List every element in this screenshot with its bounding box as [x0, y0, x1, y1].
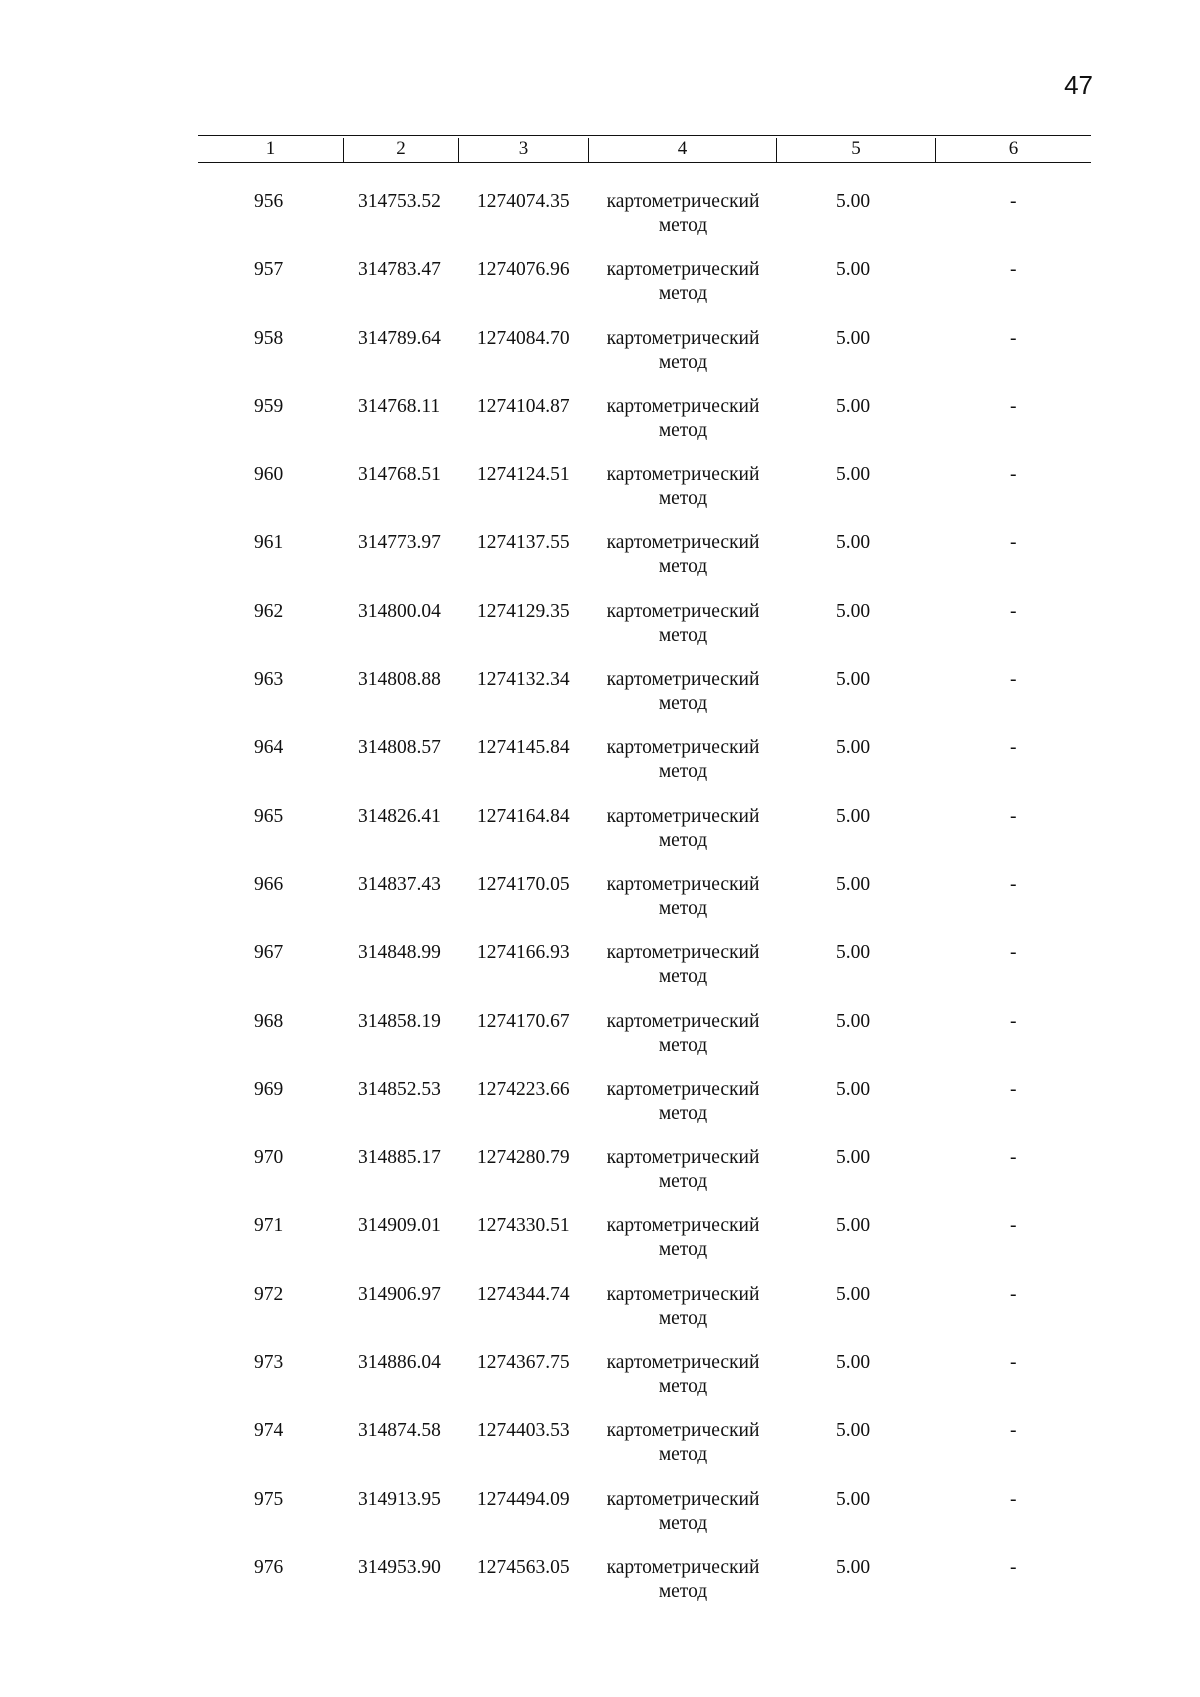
table-row [0, 463, 1200, 531]
error-value: 5.00 [836, 395, 871, 417]
method-cell [598, 1078, 768, 1126]
coordinate-x: 314886.04 [358, 1352, 441, 1374]
point-number: 966 [254, 873, 284, 895]
method-cell [598, 395, 768, 443]
coordinate-x: 314808.88 [358, 669, 441, 691]
coordinate-y: 1274280.79 [477, 1147, 570, 1169]
coordinate-y: 1274170.67 [477, 1010, 570, 1032]
point-number: 969 [254, 1078, 284, 1100]
note-dash: - [1010, 1556, 1017, 1578]
method-line-1: картометрический [606, 942, 760, 964]
coordinate-y: 1274104.87 [477, 395, 570, 417]
point-number: 972 [254, 1283, 284, 1305]
method-line-1: картометрический [606, 600, 760, 622]
coordinate-x: 314773.97 [358, 532, 441, 554]
note-dash: - [1010, 1352, 1017, 1374]
coordinate-x: 314874.58 [358, 1420, 441, 1442]
method-cell [598, 1351, 768, 1399]
error-value: 5.00 [836, 1078, 871, 1100]
method-line-2: метод [658, 1376, 708, 1398]
header-cell-6: 6 [1008, 138, 1019, 159]
method-line-1: картометрический [606, 1010, 760, 1032]
header-cell-1: 1 [198, 138, 344, 162]
coordinate-x: 314885.17 [358, 1147, 441, 1169]
method-line-1: картометрический [606, 259, 760, 281]
table-row [0, 1078, 1200, 1146]
header-cell-3: 3 [459, 138, 589, 162]
method-line-2: метод [658, 283, 708, 305]
table-row [0, 1351, 1200, 1419]
note-dash: - [1010, 1147, 1017, 1169]
point-number: 973 [254, 1352, 284, 1374]
table-row [0, 395, 1200, 463]
coordinate-y: 1274223.66 [477, 1078, 570, 1100]
error-value: 5.00 [836, 737, 871, 759]
note-dash: - [1010, 1420, 1017, 1442]
error-value: 5.00 [836, 1147, 871, 1169]
note-dash: - [1010, 1010, 1017, 1032]
method-line-1: картометрический [606, 395, 760, 417]
coordinate-y: 1274166.93 [477, 942, 570, 964]
method-cell [598, 873, 768, 921]
coordinate-y: 1274145.84 [477, 737, 570, 759]
coordinate-x: 314768.51 [358, 464, 441, 486]
method-cell [598, 1214, 768, 1262]
coordinate-x: 314768.11 [358, 395, 441, 417]
error-value: 5.00 [836, 1556, 871, 1578]
coordinate-y: 1274076.96 [477, 259, 570, 281]
method-line-2: метод [658, 215, 708, 236]
method-cell [598, 736, 768, 784]
method-cell [598, 1283, 768, 1331]
coordinate-x: 314808.57 [358, 737, 441, 759]
method-line-1: картометрический [606, 1078, 760, 1100]
error-value: 5.00 [836, 942, 871, 964]
method-cell [598, 941, 768, 989]
point-number: 974 [254, 1420, 284, 1442]
method-line-2: метод [658, 1102, 708, 1124]
note-dash: - [1010, 737, 1017, 759]
table-row [0, 1010, 1200, 1078]
note-dash: - [1010, 942, 1017, 964]
coordinate-x: 314909.01 [358, 1215, 441, 1237]
coordinate-x: 314953.90 [358, 1556, 441, 1578]
method-cell [598, 531, 768, 579]
point-number: 970 [254, 1147, 284, 1169]
coordinate-y: 1274344.74 [477, 1283, 570, 1305]
table-row [0, 600, 1200, 668]
method-line-2: метод [658, 556, 708, 578]
coordinate-x: 314800.04 [358, 600, 441, 622]
method-line-1: картометрический [606, 1147, 760, 1169]
point-number: 967 [254, 942, 284, 964]
error-value: 5.00 [836, 1283, 871, 1305]
coordinate-x: 314753.52 [358, 191, 441, 212]
error-value: 5.00 [836, 600, 871, 622]
coordinate-y: 1274164.84 [477, 805, 570, 827]
point-number: 962 [254, 600, 284, 622]
note-dash: - [1010, 1078, 1017, 1100]
coordinate-y: 1274084.70 [477, 327, 570, 349]
method-cell [598, 327, 768, 375]
method-cell [598, 1419, 768, 1467]
coordinate-y: 1274403.53 [477, 1420, 570, 1442]
table-row [0, 1488, 1200, 1556]
coordinate-x: 314852.53 [358, 1078, 441, 1100]
note-dash: - [1010, 1488, 1017, 1510]
error-value: 5.00 [836, 532, 871, 554]
method-cell [598, 805, 768, 853]
method-cell [598, 1010, 768, 1058]
page-number: 47 [1064, 70, 1093, 100]
method-line-1: картометрический [606, 1215, 760, 1237]
table-row [0, 873, 1200, 941]
method-line-1: картометрический [606, 805, 760, 827]
method-line-2: метод [658, 1307, 708, 1329]
method-cell [598, 1146, 768, 1194]
table-row [0, 941, 1200, 1009]
point-number: 956 [254, 191, 284, 212]
table-row [0, 531, 1200, 599]
error-value: 5.00 [836, 191, 871, 212]
method-cell [598, 1556, 768, 1604]
table-row [0, 327, 1200, 395]
note-dash: - [1010, 1283, 1017, 1305]
note-dash: - [1010, 805, 1017, 827]
coordinate-x: 314837.43 [358, 873, 441, 895]
method-line-1: картометрический [606, 1420, 760, 1442]
note-dash: - [1010, 1215, 1017, 1237]
method-line-2: метод [658, 1580, 708, 1602]
method-line-2: метод [658, 761, 708, 783]
method-line-1: картометрический [606, 532, 760, 554]
coordinate-y: 1274074.35 [477, 191, 570, 212]
method-line-1: картометрический [606, 464, 760, 486]
method-line-2: метод [658, 1512, 708, 1534]
method-cell [598, 258, 768, 306]
note-dash: - [1010, 873, 1017, 895]
table-row [0, 258, 1200, 326]
coordinate-x: 314789.64 [358, 327, 441, 349]
coordinate-x: 314826.41 [358, 805, 441, 827]
method-line-1: картометрический [606, 1488, 760, 1510]
point-number: 965 [254, 805, 284, 827]
table-body [0, 190, 1200, 1624]
method-line-2: метод [658, 419, 708, 441]
header-cell-4: 4 [589, 138, 777, 162]
method-line-2: метод [658, 351, 708, 373]
point-number: 959 [254, 395, 284, 417]
method-line-2: метод [658, 693, 708, 715]
method-cell [598, 1488, 768, 1536]
coordinate-y: 1274330.51 [477, 1215, 570, 1237]
error-value: 5.00 [836, 805, 871, 827]
note-dash: - [1010, 327, 1017, 349]
method-line-2: метод [658, 1444, 708, 1466]
method-line-1: картометрический [606, 669, 760, 691]
method-line-2: метод [658, 897, 708, 919]
coordinate-y: 1274563.05 [477, 1556, 570, 1578]
method-line-2: метод [658, 488, 708, 510]
table-row [0, 805, 1200, 873]
method-line-2: метод [658, 829, 708, 851]
error-value: 5.00 [836, 259, 871, 281]
note-dash: - [1010, 532, 1017, 554]
coordinate-x: 314913.95 [358, 1488, 441, 1510]
error-value: 5.00 [836, 873, 871, 895]
table-row [0, 1214, 1200, 1282]
note-dash: - [1010, 191, 1017, 212]
method-line-2: метод [658, 1239, 708, 1261]
method-line-2: метод [658, 1171, 708, 1193]
header-cell-2: 2 [344, 138, 459, 162]
error-value: 5.00 [836, 327, 871, 349]
method-line-2: метод [658, 624, 708, 646]
method-cell [598, 668, 768, 716]
table-row [0, 1419, 1200, 1487]
note-dash: - [1010, 600, 1017, 622]
header-cell-5: 5 [777, 138, 936, 162]
table-row [0, 736, 1200, 804]
error-value: 5.00 [836, 1420, 871, 1442]
method-cell [598, 600, 768, 648]
method-line-1: картометрический [606, 327, 760, 349]
coordinate-x: 314848.99 [358, 942, 441, 964]
table-row [0, 1146, 1200, 1214]
point-number: 964 [254, 737, 284, 759]
coordinate-x: 314858.19 [358, 1010, 441, 1032]
point-number: 960 [254, 464, 284, 486]
table-header [198, 138, 1091, 163]
error-value: 5.00 [836, 1352, 871, 1374]
method-cell [598, 463, 768, 511]
method-line-1: картометрический [606, 737, 760, 759]
point-number: 963 [254, 669, 284, 691]
table-row [0, 1556, 1200, 1624]
table-row [0, 1283, 1200, 1351]
method-line-2: метод [658, 1034, 708, 1056]
table-row [0, 190, 1200, 258]
point-number: 958 [254, 327, 284, 349]
error-value: 5.00 [836, 464, 871, 486]
coordinate-x: 314783.47 [358, 259, 441, 281]
error-value: 5.00 [836, 669, 871, 691]
method-line-1: картометрический [606, 1352, 760, 1374]
note-dash: - [1010, 464, 1017, 486]
point-number: 976 [254, 1556, 284, 1578]
table-row [0, 668, 1200, 736]
note-dash: - [1010, 395, 1017, 417]
method-line-1: картометрический [606, 1556, 760, 1578]
error-value: 5.00 [836, 1010, 871, 1032]
coordinate-y: 1274129.35 [477, 600, 570, 622]
coordinate-y: 1274170.05 [477, 873, 570, 895]
method-line-1: картометрический [606, 191, 760, 212]
error-value: 5.00 [836, 1488, 871, 1510]
coordinate-y: 1274137.55 [477, 532, 570, 554]
point-number: 975 [254, 1488, 284, 1510]
coordinate-y: 1274132.34 [477, 669, 570, 691]
point-number: 957 [254, 259, 284, 281]
note-dash: - [1010, 669, 1017, 691]
coordinate-y: 1274367.75 [477, 1352, 570, 1374]
coordinate-y: 1274124.51 [477, 464, 570, 486]
point-number: 968 [254, 1010, 284, 1032]
note-dash: - [1010, 259, 1017, 281]
error-value: 5.00 [836, 1215, 871, 1237]
method-cell [598, 190, 768, 238]
method-line-2: метод [658, 966, 708, 988]
coordinate-y: 1274494.09 [477, 1488, 570, 1510]
coordinate-x: 314906.97 [358, 1283, 441, 1305]
point-number: 971 [254, 1215, 284, 1237]
method-line-1: картометрический [606, 873, 760, 895]
method-line-1: картометрический [606, 1283, 760, 1305]
point-number: 961 [254, 532, 284, 554]
